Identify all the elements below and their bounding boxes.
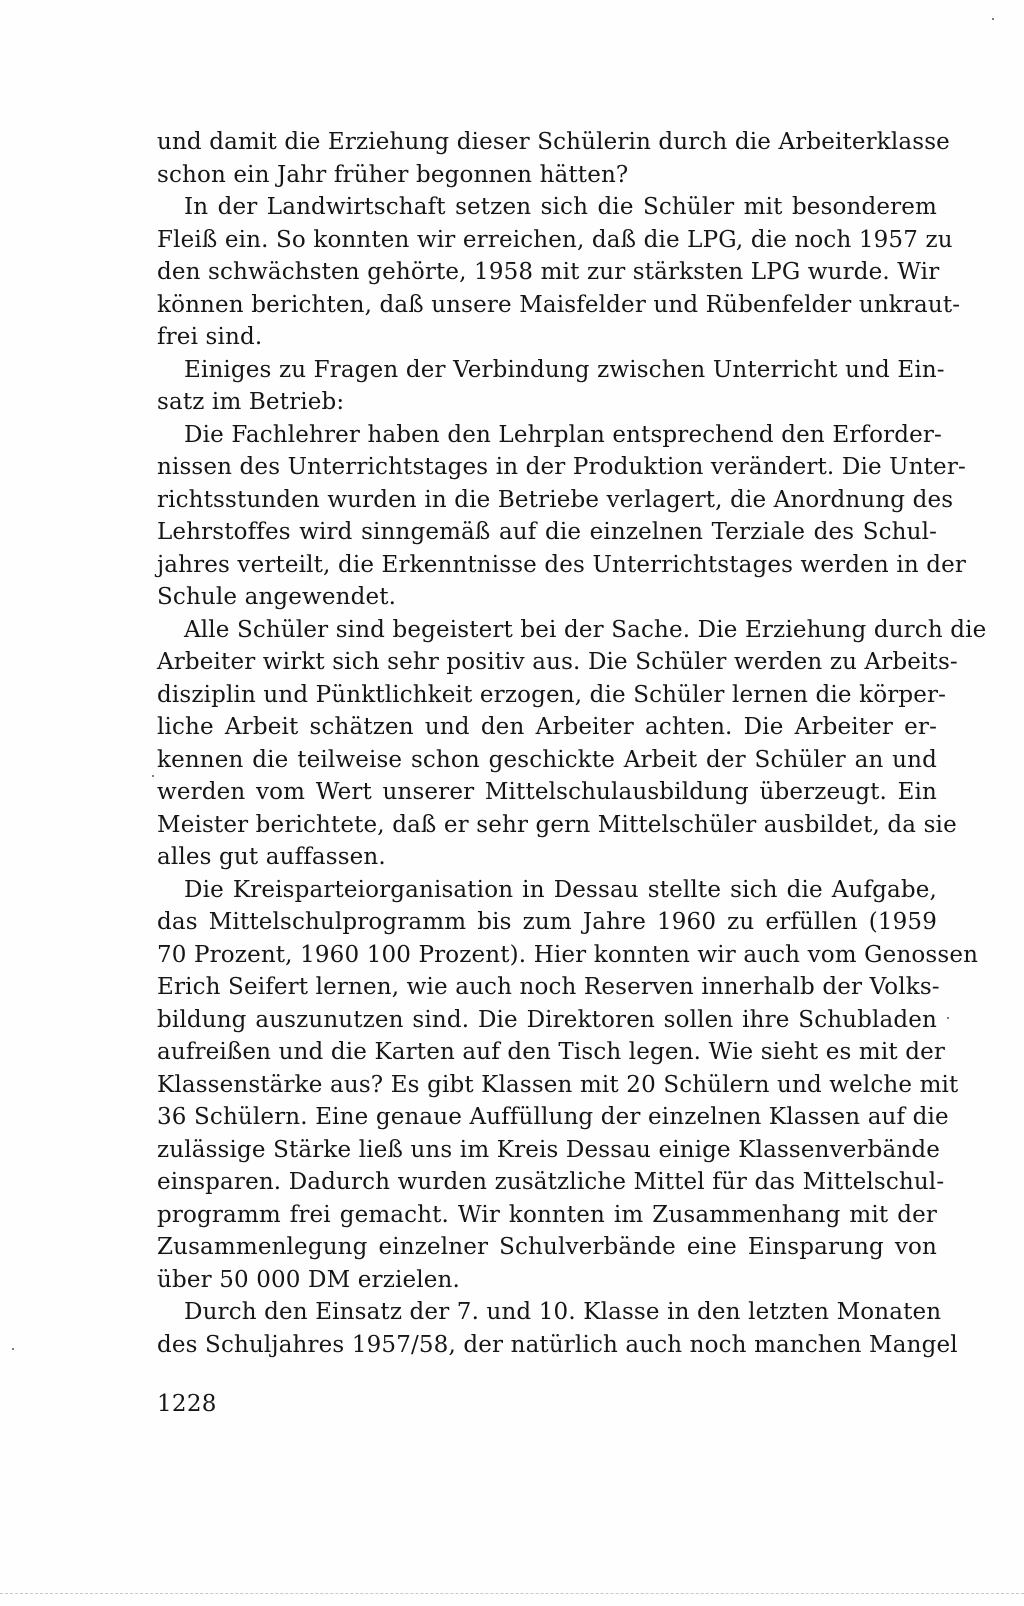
text-line: 36 Schülern. Eine genaue Auffüllung der einzelnen Klassen auf die bbox=[157, 1104, 949, 1130]
body-text bbox=[157, 126, 987, 1361]
text-line: werden vom Wert unserer Mittelschulausbildung überzeugt. Ein bbox=[157, 779, 937, 805]
text-line: einsparen. Dadurch wurden zusätzliche Mittel für das Mittelschul- bbox=[157, 1169, 945, 1195]
text-line: Durch den Einsatz der 7. und 10. Klasse in den letzten Monaten bbox=[184, 1299, 942, 1325]
text-line: Fleiß ein. So konnten wir erreichen, daß die LPG, die noch 1957 zu bbox=[157, 226, 953, 253]
text-line: über 50 000 DM erzielen. bbox=[157, 1266, 460, 1293]
text-line: alles gut auffassen. bbox=[157, 844, 386, 870]
text-line: Zusammenlegung einzelner Schulverbände eine Einsparung von bbox=[157, 1234, 937, 1260]
text-line: Arbeiter wirkt sich sehr positiv aus. Die Schüler werden zu Arbeits- bbox=[157, 649, 958, 675]
scan-speck bbox=[947, 1017, 949, 1019]
text-line: Schule angewendet. bbox=[157, 584, 397, 610]
text-line: aufreißen und die Karten auf den Tisch legen. Wie sieht es mit der bbox=[157, 1039, 946, 1065]
scan-speck bbox=[12, 1348, 14, 1350]
text-line: Die Fachlehrer haben den Lehrplan entsprechend den Erforder- bbox=[184, 421, 942, 448]
text-line: Die Kreisparteiorganisation in Dessau stellte sich die Aufgabe, bbox=[184, 876, 937, 903]
text-line: kennen die teilweise schon geschickte Arbeit der Schüler an und bbox=[157, 746, 937, 773]
text-line: den schwächsten gehörte, 1958 mit zur stärksten LPG wurde. Wir bbox=[157, 259, 940, 285]
text-line: frei sind. bbox=[157, 324, 263, 350]
text-line: richtsstunden wurden in die Betriebe verlagert, die Anordnung des bbox=[157, 486, 954, 513]
text-line: disziplin und Pünktlichkeit erzogen, die Schüler lernen die körper- bbox=[157, 681, 947, 708]
text-line: Lehrstoffes wird sinngemäß auf die einzelnen Terziale des Schul- bbox=[157, 519, 937, 545]
text-line: jahres verteilt, die Erkenntnisse des Unterrichtstages werden in der bbox=[157, 551, 967, 578]
text-line: liche Arbeit schätzen und den Arbeiter achten. Die Arbeiter er- bbox=[157, 714, 937, 740]
text-line: bildung auszunutzen sind. Die Direktoren sollen ihre Schubladen bbox=[157, 1006, 937, 1033]
text-line: Einiges zu Fragen der Verbindung zwischen Unterricht und Ein- bbox=[184, 356, 945, 383]
text-line: das Mittelschulprogramm bis zum Jahre 1960 zu erfüllen (1959 bbox=[157, 909, 937, 935]
text-line: 70 Prozent, 1960 100 Prozent). Hier konnten wir auch vom Genossen bbox=[157, 941, 979, 968]
text-line: nissen des Unterrichtstages in der Produktion verändert. Die Unter- bbox=[157, 454, 966, 480]
scan-speck bbox=[152, 775, 154, 777]
text-line: Erich Seifert lernen, wie auch noch Reserven innerhalb der Volks- bbox=[157, 974, 940, 1000]
text-line: In der Landwirtschaft setzen sich die Schüler mit besonderem bbox=[184, 194, 937, 220]
text-line: programm frei gemacht. Wir konnten im Zusammenhang mit der bbox=[157, 1201, 937, 1228]
text-line: Meister berichtete, daß er sehr gern Mittelschüler ausbildet, da sie bbox=[157, 811, 957, 838]
page-number: 1228 bbox=[157, 1391, 217, 1417]
scan-edge bbox=[0, 1593, 1024, 1594]
text-line: Alle Schüler sind begeistert bei der Sache. Die Erziehung durch die bbox=[184, 616, 987, 643]
text-line: und damit die Erziehung dieser Schülerin durch die Arbeiterklasse bbox=[157, 129, 950, 155]
text-line: des Schuljahres 1957/58, der natürlich auch noch manchen Mangel bbox=[157, 1331, 958, 1358]
text-line: Klassenstärke aus? Es gibt Klassen mit 20 Schülern und welche mit bbox=[157, 1071, 959, 1098]
scan-speck bbox=[992, 18, 994, 20]
text-line: können berichten, daß unsere Maisfelder und Rübenfelder unkraut- bbox=[157, 291, 961, 318]
text-line: schon ein Jahr früher begonnen hätten? bbox=[157, 161, 629, 188]
text-line: satz im Betrieb: bbox=[157, 389, 345, 415]
text-line: zulässige Stärke ließ uns im Kreis Dessau einige Klassenverbände bbox=[157, 1136, 940, 1163]
